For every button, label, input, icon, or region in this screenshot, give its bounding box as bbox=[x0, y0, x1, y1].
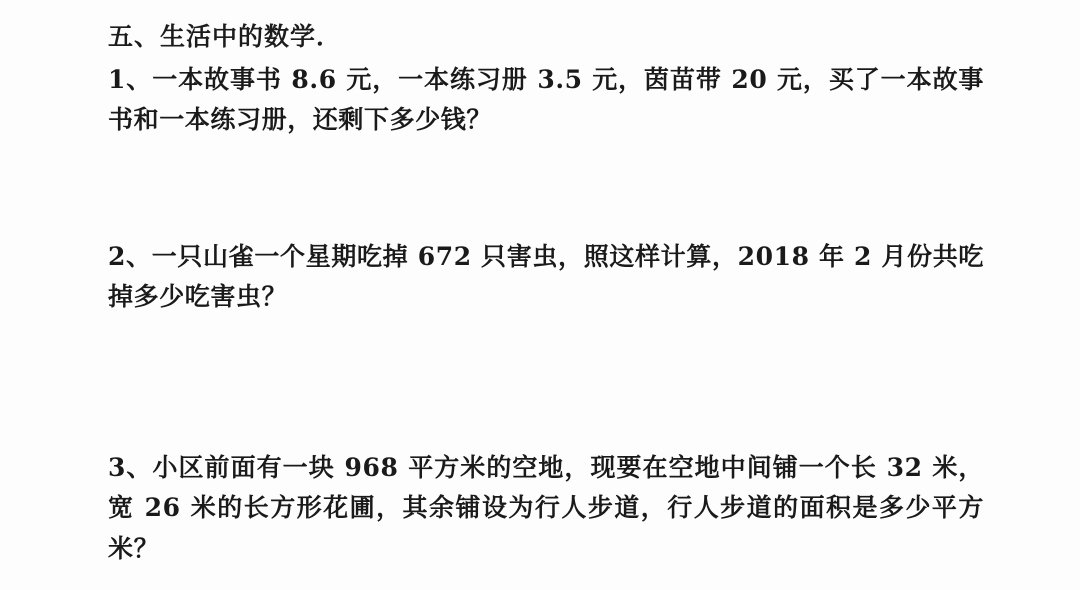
problem-item-2 bbox=[108, 237, 984, 318]
problem-text-1 bbox=[108, 60, 984, 141]
problem-number-2: 2、 bbox=[108, 241, 152, 271]
problem-item-1 bbox=[108, 60, 984, 141]
problem-body-2: 一只山雀一个星期吃掉 672 只害虫，照这样计算，2018 年 2 月份共吃掉多少吃害虫？ bbox=[108, 241, 984, 311]
problem-item-3 bbox=[108, 448, 984, 570]
answer-space-1 bbox=[108, 141, 984, 237]
problem-number-3: 3、 bbox=[108, 452, 153, 482]
section-heading: 五、生活中的数学． bbox=[108, 22, 343, 51]
problem-text-3 bbox=[108, 448, 984, 570]
problem-body-1: 一本故事书 8.6 元，一本练习册 3.5 元，茵苗带 20 元，买了一本故事书和一本练习册，还剩下多少钱？ bbox=[108, 64, 984, 134]
answer-space-2 bbox=[108, 318, 984, 448]
problem-text-2 bbox=[108, 237, 984, 318]
problem-number-1: 1、 bbox=[108, 64, 153, 94]
problem-body-3: 小区前面有一块 968 平方米的空地，现要在空地中间铺一个长 32 米，宽 26 米的长方形花圃，其余铺设为行人步道，行人步道的面积是多少平方米？ bbox=[108, 452, 984, 563]
